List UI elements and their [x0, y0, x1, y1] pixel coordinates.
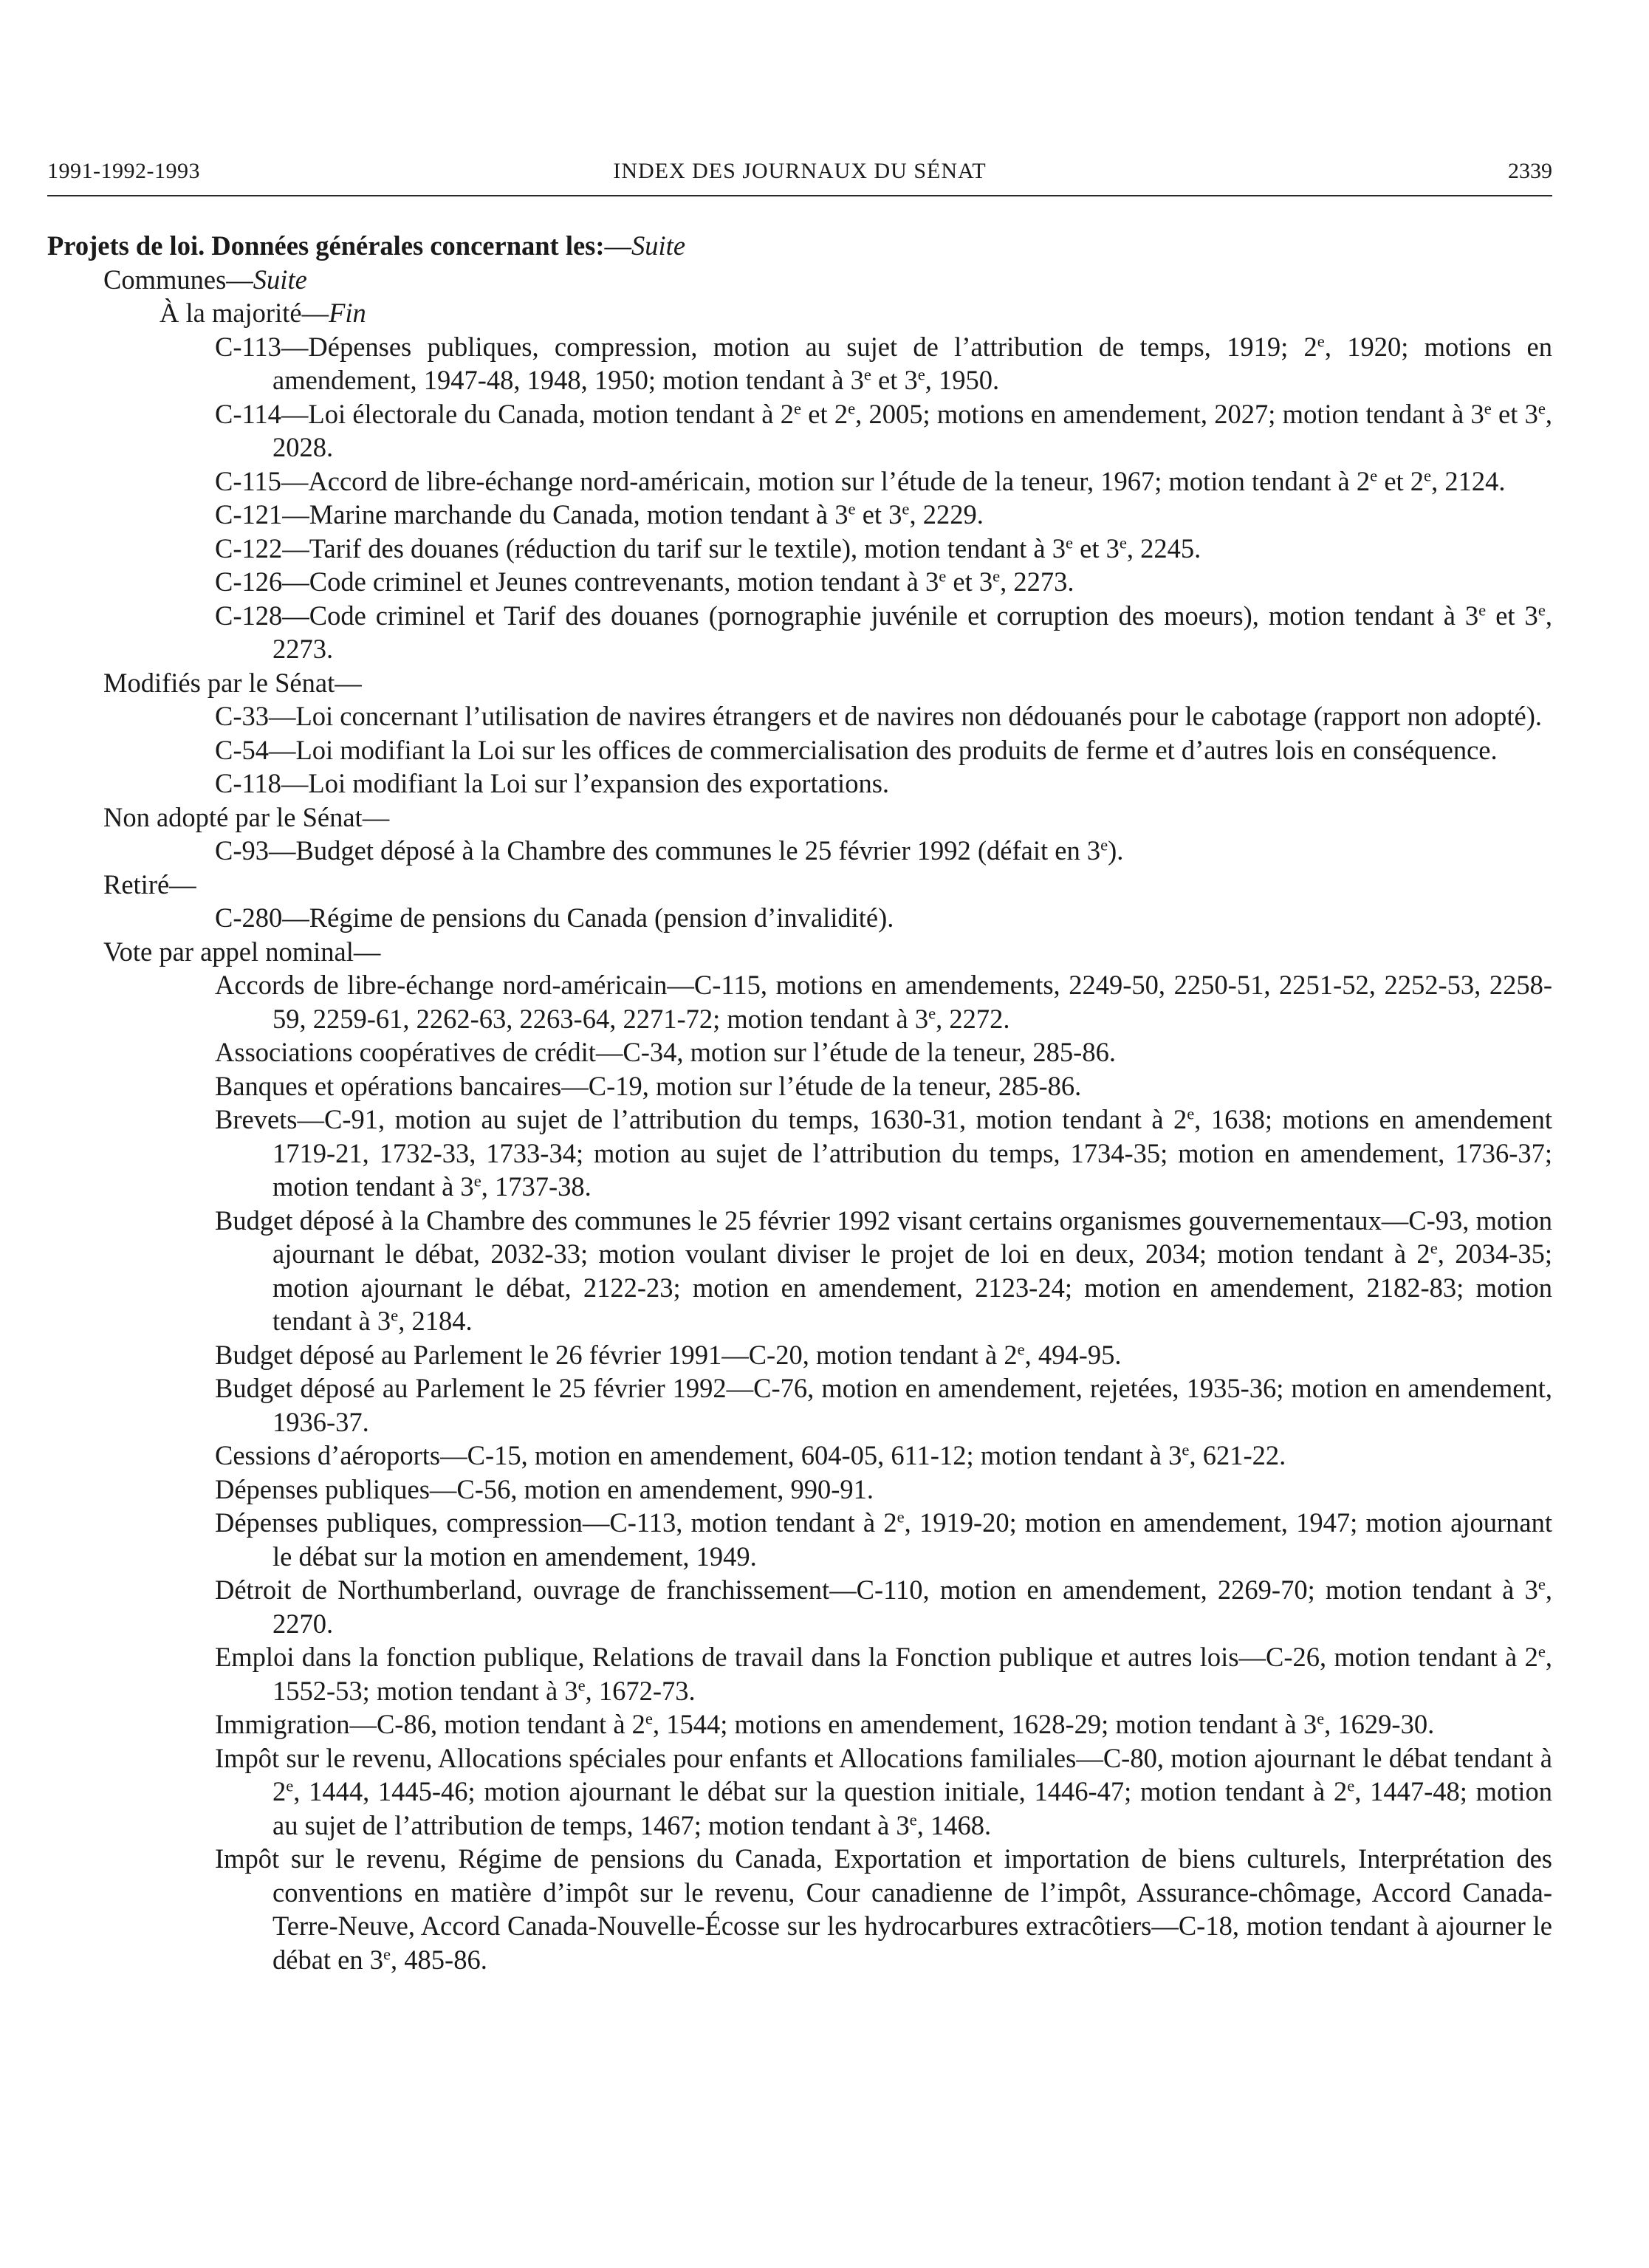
- index-entry: Associations coopératives de crédit—C-34, motion sur l’étude de la teneur, 285-86.: [215, 1037, 1116, 1067]
- index-entry: Cessions d’aéroports—C-15, motion en amendement, 604-05, 611-12; motion tendant à 3e, 621-22.: [215, 1440, 1286, 1470]
- index-entry: C-54—Loi modifiant la Loi sur les offices de commercialisation des produits de ferme et d’autres lois en conséquence.: [215, 734, 1498, 765]
- index-entry: C-128—Code criminel et Tarif des douanes (pornographie juvénile et corruption des moeurs), motion tendant à 3e et 3e, 2273.: [215, 600, 1552, 664]
- subheading-retire: Retiré—: [103, 869, 196, 900]
- index-entry: Impôt sur le revenu, Allocations spéciales pour enfants et Allocations familiales—C-80, motion ajournant le débat tendant à 2e, 1444, 1445-46; motion ajournant le débat sur la question initiale, 1446-47; motion tendant à 2e, 1447-48; motion au sujet de l’attribution de temps, 1467; motion tendant à 3e, 1468.: [215, 1742, 1552, 1840]
- heading-suite: Suite: [631, 230, 686, 261]
- index-entry: Budget déposé au Parlement le 25 février 1992—C-76, motion en amendement, rejetées, 1935-36; motion en amendement, 1936-37.: [215, 1373, 1552, 1437]
- header-page-number: 2339: [1508, 159, 1552, 183]
- majorite-fin: Fin: [329, 298, 366, 328]
- heading-text: Projets de loi. Données générales concernant les:: [47, 230, 605, 261]
- non-adopte-list: [47, 834, 1552, 868]
- subheading-non-adopte: Non adopté par le Sénat—: [103, 801, 390, 832]
- header-rule: [47, 195, 1552, 196]
- document-page: [47, 0, 1552, 2268]
- header-title: INDEX DES JOURNAUX DU SÉNAT: [613, 159, 987, 183]
- index-entry: Budget déposé à la Chambre des communes le 25 février 1992 visant certains organismes gouvernementaux—C-93, motion ajournant le débat, 2032-33; motion voulant diviser le projet de loi en deux, 2034; motion tendant à 2e, 2034-35; motion ajournant le débat, 2122-23; motion en amendement, 2123-24; motion en amendement, 2182-83; motion tendant à 3e, 2184.: [215, 1205, 1552, 1336]
- vote-list: [47, 968, 1552, 1976]
- index-entry: Impôt sur le revenu, Régime de pensions du Canada, Exportation et importation de biens culturels, Interprétation des conventions en matière d’impôt sur le revenu, Cour canadienne de l’impôt, Assurance-chômage, Accord Canada-Terre-Neuve, Accord Canada-Nouvelle-Écosse sur les hydrocarbures extracôtiers—C-18, motion tendant à ajourner le débat en 3e, 485-86.: [215, 1843, 1552, 1975]
- communes-suite: Suite: [253, 264, 307, 295]
- majorite-label: À la majorité—: [160, 298, 329, 328]
- retire-list: [47, 901, 1552, 935]
- index-entry: Dépenses publiques—C-56, motion en amendement, 990-91.: [215, 1473, 874, 1504]
- subheading-vote: Vote par appel nominal—: [103, 936, 381, 967]
- subheading-majorite: [47, 296, 1552, 330]
- subheading-communes: [47, 263, 1552, 297]
- index-entry: C-280—Régime de pensions du Canada (pension d’invalidité).: [215, 902, 894, 933]
- index-entry: C-33—Loi concernant l’utilisation de navires étrangers et de navires non dédouanés pour le cabotage (rapport non adopté).: [215, 701, 1543, 731]
- index-entry: Immigration—C-86, motion tendant à 2e, 1544; motions en amendement, 1628-29; motion tendant à 3e, 1629-30.: [215, 1709, 1435, 1739]
- index-entry: Emploi dans la fonction publique, Relations de travail dans la Fonction publique et autres lois—C-26, motion tendant à 2e, 1552-53; motion tendant à 3e, 1672-73.: [215, 1642, 1552, 1706]
- modifies-list: [47, 699, 1552, 801]
- section-heading: [47, 229, 1552, 263]
- index-entry: C-113—Dépenses publiques, compression, motion au sujet de l’attribution de temps, 1919; 2e, 1920; motions en amendement, 1947-48, 1948, 1950; motion tendant à 3e et 3e, 1950.: [215, 331, 1553, 395]
- index-entry: Brevets—C-91, motion au sujet de l’attribution du temps, 1630-31, motion tendant à 2e, 1638; motions en amendement 1719-21, 1732-33, 1733-34; motion au sujet de l’attribution du temps, 1734-35; motion en amendement, 1736-37; motion tendant à 3e, 1737-38.: [215, 1104, 1552, 1202]
- index-entry: C-121—Marine marchande du Canada, motion tendant à 3e et 3e, 2229.: [215, 499, 984, 530]
- index-entry: C-118—Loi modifiant la Loi sur l’expansion des exportations.: [215, 768, 890, 798]
- index-entry: C-93—Budget déposé à la Chambre des communes le 25 février 1992 (défait en 3e).: [215, 835, 1124, 866]
- index-entry: C-115—Accord de libre-échange nord-américain, motion sur l’étude de la teneur, 1967; motion tendant à 2e et 2e, 2124.: [215, 465, 1506, 496]
- heading-dash: —: [604, 230, 632, 261]
- subheading-modifies: Modifiés par le Sénat—: [103, 667, 362, 698]
- index-entry: C-122—Tarif des douanes (réduction du tarif sur le textile), motion tendant à 3e et 3e, 2245.: [215, 532, 1201, 563]
- index-entry: Détroit de Northumberland, ouvrage de franchissement—C-110, motion en amendement, 2269-70; motion tendant à 3e, 2270.: [215, 1575, 1552, 1639]
- majorite-list: [47, 330, 1552, 666]
- index-entry: Budget déposé au Parlement le 26 février 1991—C-20, motion tendant à 2e, 494-95.: [215, 1339, 1122, 1370]
- header-years: 1991-1992-1993: [47, 159, 200, 183]
- index-entry: C-114—Loi électorale du Canada, motion tendant à 2e et 2e, 2005; motions en amendement, 2027; motion tendant à 3e et 3e, 2028.: [215, 398, 1553, 462]
- index-entry: Dépenses publiques, compression—C-113, motion tendant à 2e, 1919-20; motion en amendement, 1947; motion ajournant le débat sur la motion en amendement, 1949.: [215, 1507, 1552, 1572]
- communes-label: Communes—: [103, 264, 253, 295]
- index-content: [47, 229, 1552, 1976]
- index-entry: Banques et opérations bancaires—C-19, motion sur l’étude de la teneur, 285-86.: [215, 1070, 1082, 1101]
- index-entry: C-126—Code criminel et Jeunes contrevenants, motion tendant à 3e et 3e, 2273.: [215, 566, 1074, 597]
- index-entry: Accords de libre-échange nord-américain—C-115, motions en amendements, 2249-50, 2250-51, 2251-52, 2252-53, 2258-59, 2259-61, 2262-63, 2263-64, 2271-72; motion tendant à 3e, 2272.: [215, 970, 1552, 1034]
- running-header: [47, 154, 1552, 195]
